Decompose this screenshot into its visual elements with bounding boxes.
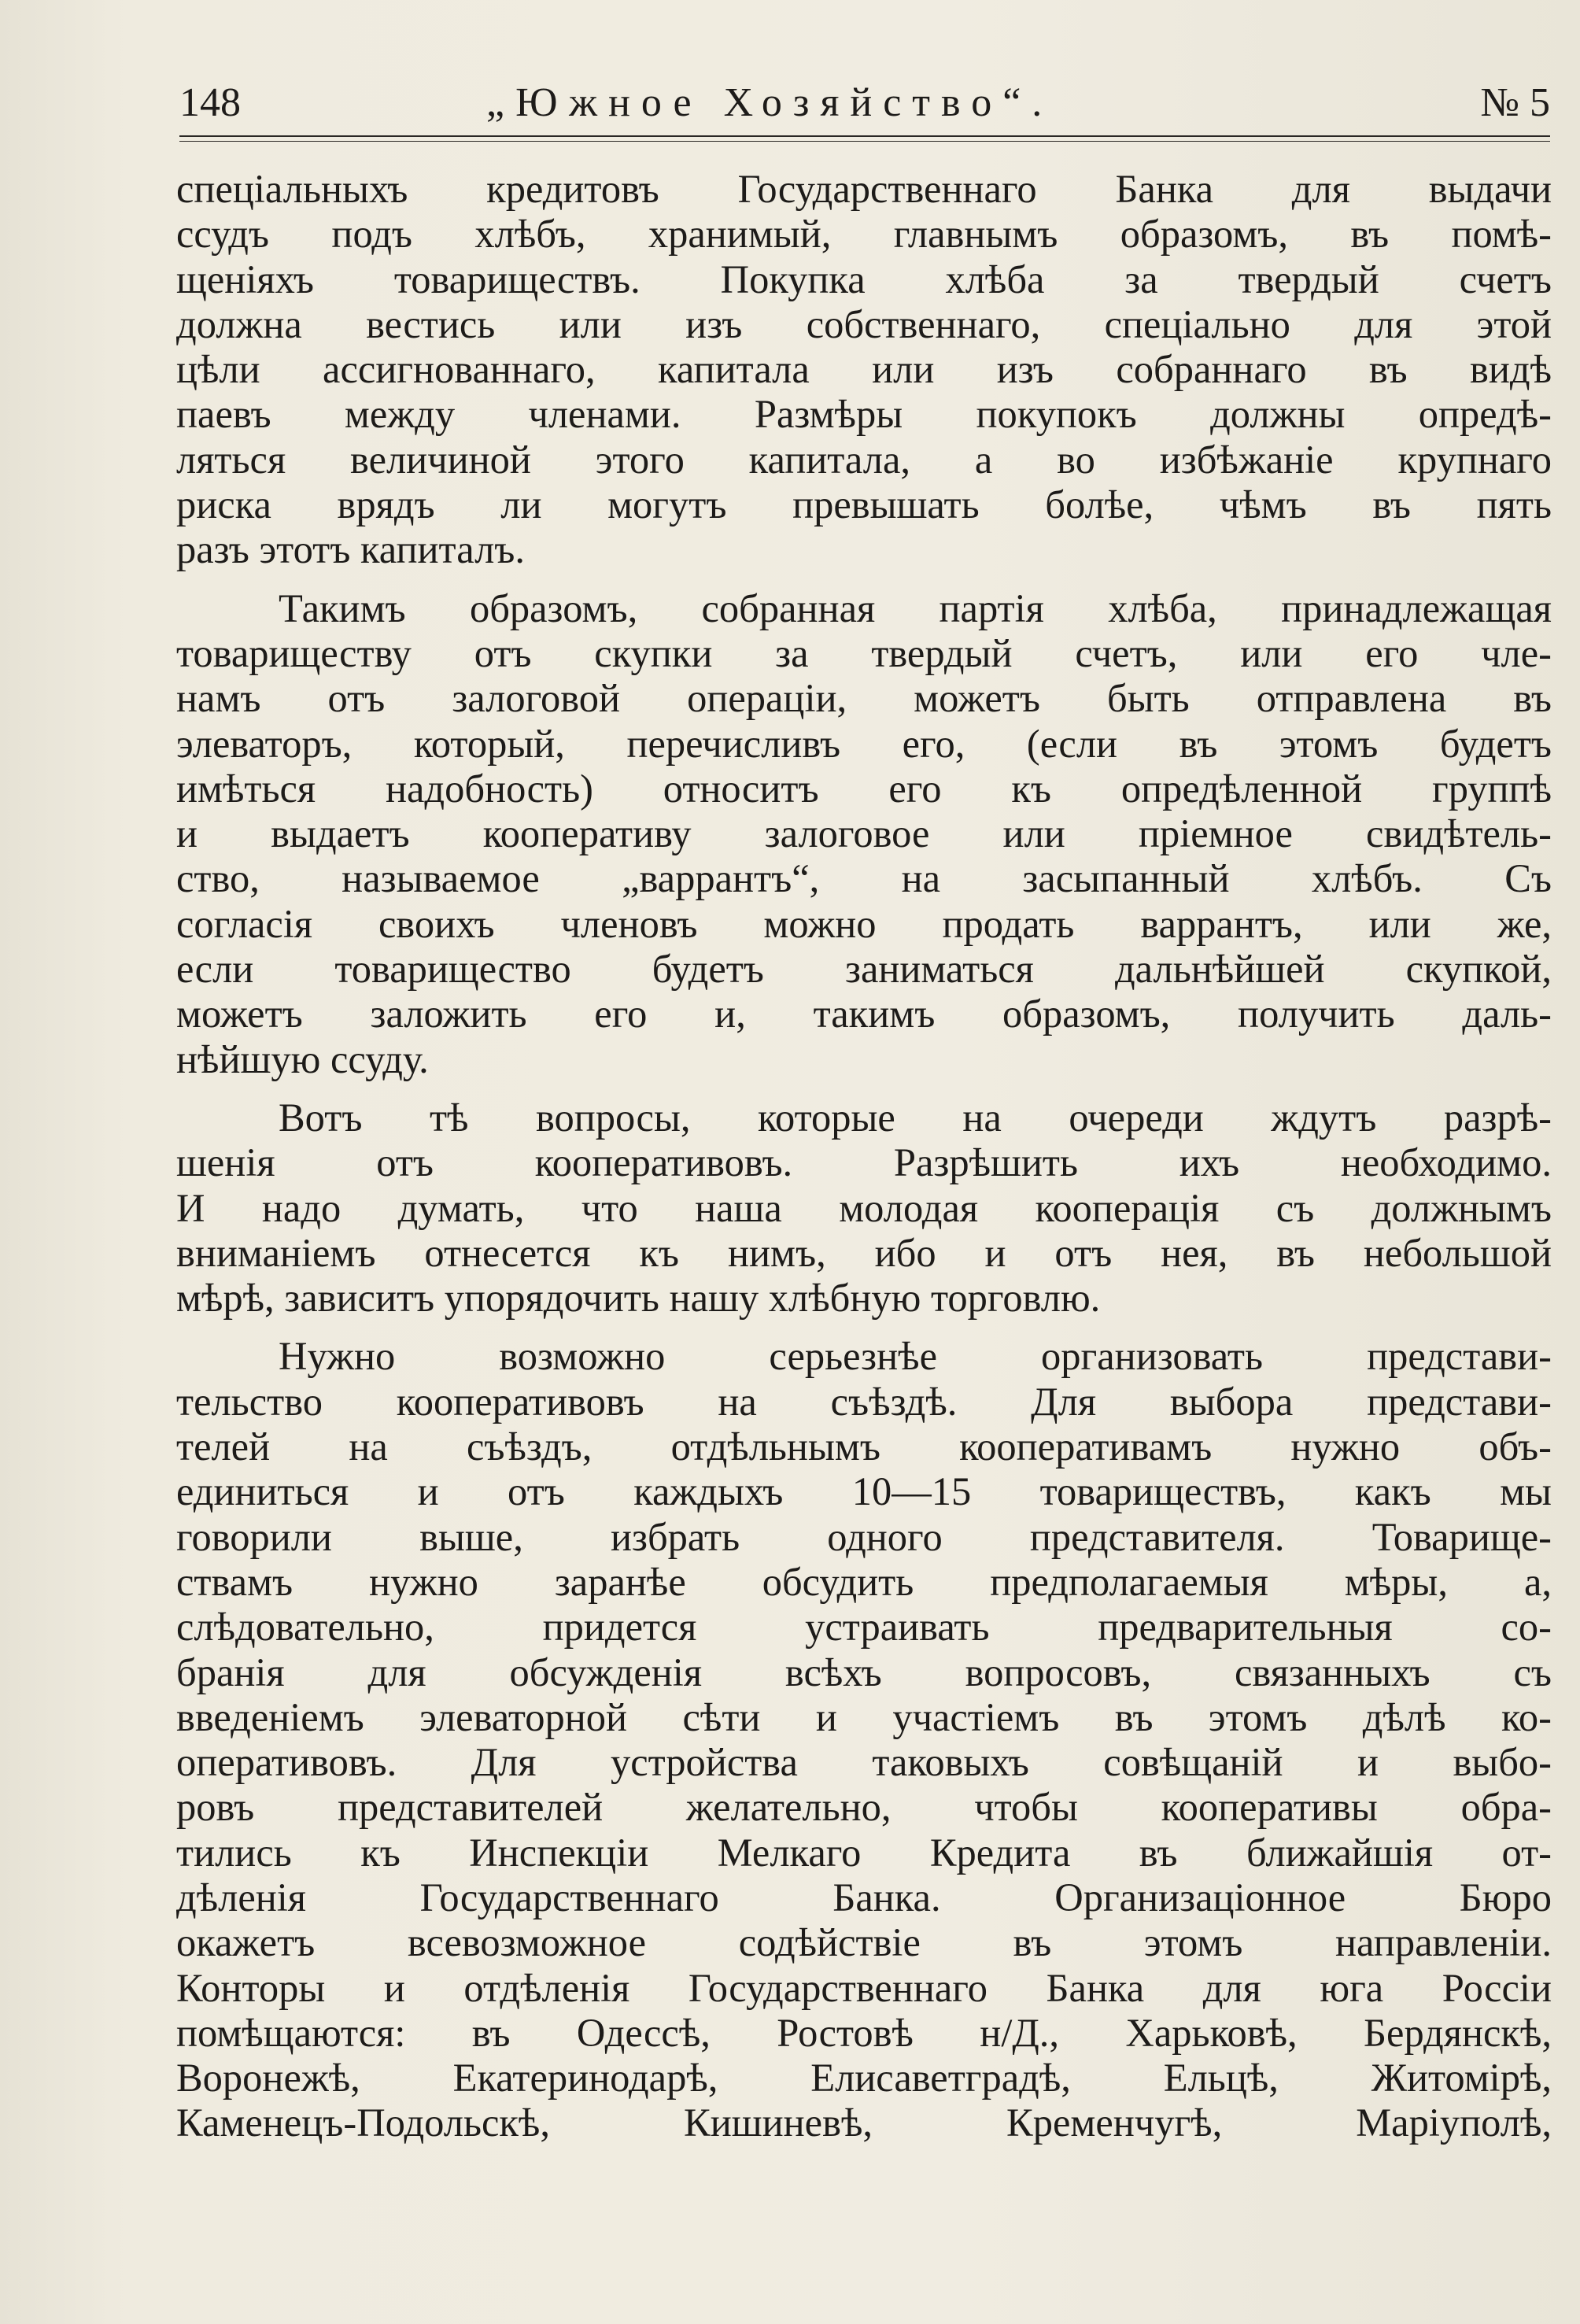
- text-line: намъ отъ залоговой операціи, можетъ быть отправлена въ: [176, 676, 1552, 721]
- text-line: Нужно возможно серьезнѣе организовать представи-: [279, 1334, 1552, 1379]
- text-line: ровъ представителей желательно, чтобы кооперативы обра-: [176, 1785, 1552, 1830]
- header-rule: [179, 135, 1550, 137]
- paragraph-gap: [176, 1082, 1552, 1095]
- article-body: [176, 167, 1552, 2146]
- text-line: Конторы и отдѣленія Государственнаго Банка для юга Россіи: [176, 1965, 1552, 2010]
- text-line: тились къ Инспекціи Мелкаго Кредита въ ближайшія от-: [176, 1830, 1552, 1875]
- text-line: должна вестись или изъ собственнаго, спеціально для этой: [176, 301, 1552, 346]
- text-line: ляться величиной этого капитала, а во избѣжаніе крупнаго: [176, 437, 1552, 482]
- text-line: согласія своихъ членовъ можно продать варрантъ, или же,: [176, 901, 1552, 946]
- text-line: если товарищество будетъ заниматься дальнѣйшей скупкой,: [176, 947, 1552, 992]
- paragraph: [176, 1334, 1552, 2145]
- text-line: ство, называемое „варрантъ“, на засыпанный хлѣбъ. Съ: [176, 856, 1552, 901]
- text-line: окажетъ всевозможное содѣйствіе въ этомъ направленіи.: [176, 1920, 1552, 1965]
- text-line: помѣщаются: въ Одессѣ, Ростовѣ н/Д., Харьковѣ, Бердянскѣ,: [176, 2010, 1552, 2055]
- running-header: [179, 76, 1550, 131]
- text-line: риска врядъ ли могутъ превышать болѣе, чѣмъ въ пять: [176, 482, 1552, 527]
- text-line: телей на съѣздъ, отдѣльнымъ кооперативамъ нужно объ-: [176, 1424, 1552, 1469]
- text-line: Воронежѣ, Екатеринодарѣ, Елисаветградѣ, Ельцѣ, Житомірѣ,: [176, 2056, 1552, 2100]
- text-line: Каменецъ-Подольскѣ, Кишиневѣ, Кременчугѣ, Маріуполѣ,: [176, 2100, 1552, 2145]
- text-line: бранія для обсужденія всѣхъ вопросовъ, связанныхъ съ: [176, 1650, 1552, 1694]
- text-line: нѣйшую ссуду.: [176, 1036, 429, 1081]
- issue-number: № 5: [1480, 80, 1550, 125]
- text-line: имѣться надобность) относитъ его къ опредѣленной группѣ: [176, 766, 1552, 811]
- text-line: элеваторъ, который, перечисливъ его, (если въ этомъ будетъ: [176, 721, 1552, 766]
- text-line: слѣдовательно, придется устраивать предварительныя со-: [176, 1605, 1552, 1650]
- text-line: дѣленія Государственнаго Банка. Организаціонное Бюро: [176, 1875, 1552, 1919]
- text-line: паевъ между членами. Размѣры покупокъ должны опредѣ-: [176, 392, 1552, 437]
- text-line: мѣрѣ, зависитъ упорядочить нашу хлѣбную торговлю.: [176, 1276, 1101, 1321]
- page-number: 148: [179, 80, 241, 125]
- paragraph-gap: [176, 1321, 1552, 1334]
- text-line: разъ этотъ капиталъ.: [176, 527, 526, 572]
- text-line: оперативовъ. Для устройства таковыхъ совѣщаній и выбо-: [176, 1740, 1552, 1785]
- paragraph: [176, 167, 1552, 573]
- text-line: ствамъ нужно заранѣе обсудить предполагаемыя мѣры, а,: [176, 1559, 1552, 1604]
- text-line: вниманіемъ отнесется къ нимъ, ибо и отъ нея, въ небольшой: [176, 1230, 1552, 1275]
- paragraph: [176, 1095, 1552, 1321]
- journal-title: „Южное Хозяйство“.: [486, 80, 1054, 125]
- text-line: говорили выше, избрать одного представителя. Товарище-: [176, 1514, 1552, 1559]
- text-line: И надо думать, что наша молодая кооперація съ должнымъ: [176, 1185, 1552, 1230]
- paragraph: [176, 586, 1552, 1082]
- text-line: единиться и отъ каждыхъ 10—15 товариществъ, какъ мы: [176, 1469, 1552, 1514]
- text-line: введеніемъ элеваторной сѣти и участіемъ въ этомъ дѣлѣ ко-: [176, 1694, 1552, 1739]
- text-line: цѣли ассигнованнаго, капитала или изъ собраннаго въ видѣ: [176, 347, 1552, 392]
- text-line: можетъ заложить его и, такимъ образомъ, получить даль-: [176, 992, 1552, 1036]
- header-rule-thin: [179, 141, 1550, 142]
- text-line: шенія отъ кооперативовъ. Разрѣшить ихъ необходимо.: [176, 1140, 1552, 1185]
- text-line: спеціальныхъ кредитовъ Государственнаго Банка для выдачи: [176, 167, 1552, 211]
- text-line: Такимъ образомъ, собранная партія хлѣба, принадлежащая: [279, 586, 1552, 630]
- paragraph-gap: [176, 573, 1552, 586]
- text-line: тельство кооперативовъ на съѣздѣ. Для выбора представи-: [176, 1379, 1552, 1424]
- text-line: Вотъ тѣ вопросы, которые на очереди ждутъ разрѣ-: [279, 1095, 1552, 1140]
- text-line: товариществу отъ скупки за твердый счетъ, или его чле-: [176, 630, 1552, 675]
- text-line: ссудъ подъ хлѣбъ, хранимый, главнымъ образомъ, въ помѣ-: [176, 212, 1552, 257]
- text-line: щеніяхъ товариществъ. Покупка хлѣба за твердый счетъ: [176, 257, 1552, 301]
- text-line: и выдаетъ кооперативу залоговое или пріемное свидѣтель-: [176, 811, 1552, 856]
